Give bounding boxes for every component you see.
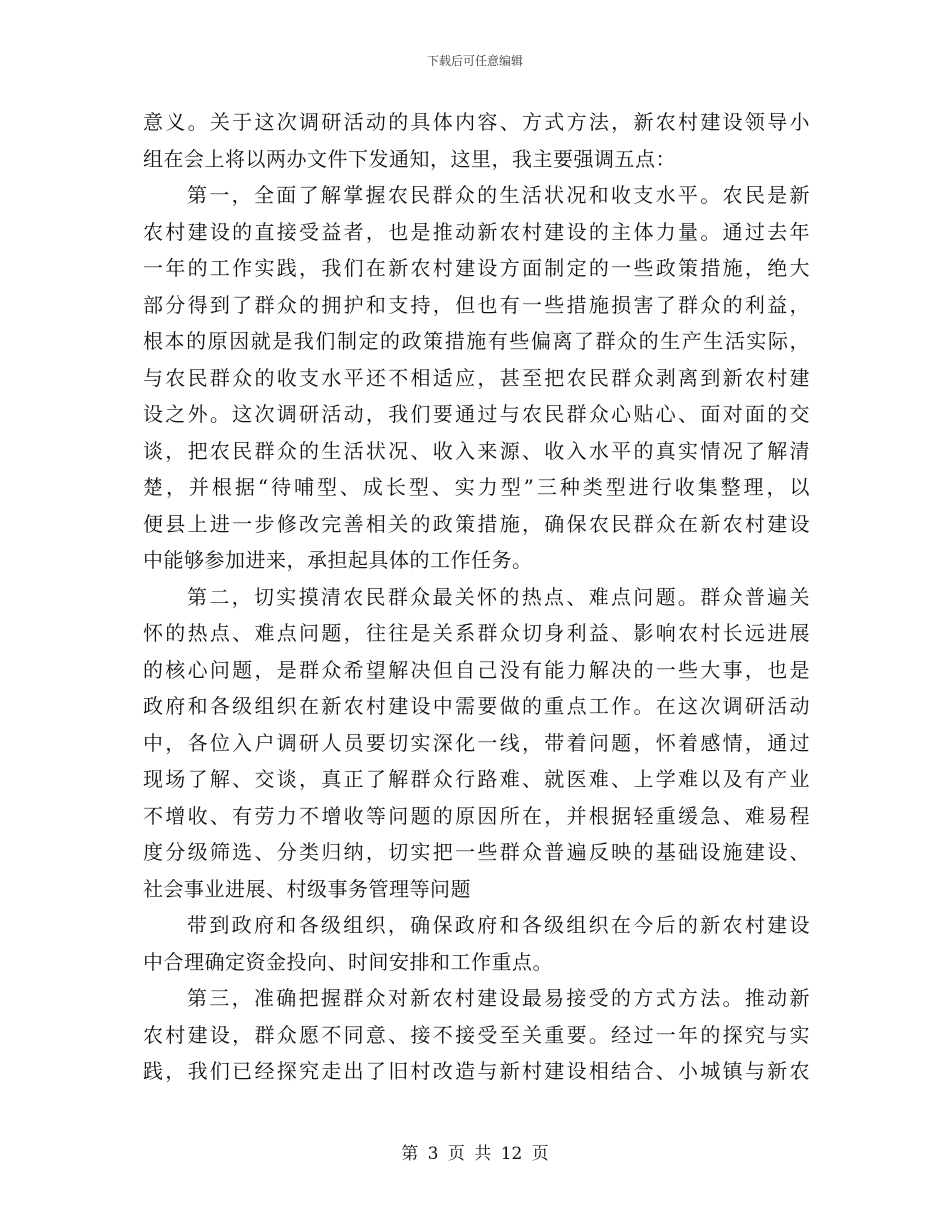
text-line: 现场了解、交谈，真正了解群众行路难、就医难、上学难以及有产业	[143, 767, 810, 791]
text-line: 一年的工作实践，我们在新农村建设方面制定的一些政策措施，绝大	[143, 256, 810, 280]
text-line: 与农民群众的收支水平还不相适应，甚至把农民群众剥离到新农村建	[143, 365, 810, 390]
text-line: 度分级筛选、分类归纳，切实把一些群众普遍反映的基础设施建设、	[143, 840, 810, 864]
text-line: 中，各位入户调研人员要切实深化一线，带着问题，怀着感情，通过	[143, 730, 810, 755]
text-line: 践，我们已经探究走出了旧村改造与新村建设相结合、小城镇与新农	[143, 1059, 810, 1083]
text-line: 组在会上将以两办文件下发通知，这里，我主要强调五点：	[143, 146, 676, 171]
paragraph-first-line: 带到政府和各级组织，确保政府和各级组织在今后的新农村建设	[187, 913, 810, 937]
text-line: 社会事业进展、村级事务管理等问题	[143, 876, 471, 901]
text-line: 部分得到了群众的拥护和支持，但也有一些措施损害了群众的利益，	[143, 292, 810, 317]
text-line: 不增收、有劳力不增收等问题的原因所在，并根据轻重缓急、难易程	[143, 803, 810, 828]
text-line: 政府和各级组织在新农村建设中需要做的重点工作。在这次调研活动	[143, 694, 810, 718]
text-line: 中能够参加进来，承担起具体的工作任务。	[143, 548, 533, 572]
paragraph-first-line: 第三，准确把握群众对新农村建设最易接受的方式方法。推动新	[187, 986, 810, 1010]
document-body	[143, 104, 810, 1090]
text-line: 楚，并根据“待哺型、成长型、实力型”三种类型进行收集整理，以	[143, 475, 810, 499]
text-line: 农村建设，群众愿不同意、接不接受至关重要。经过一年的探究与实	[143, 1022, 810, 1047]
text-line: 根本的原因就是我们制定的政策措施有些偏离了群众的生产生活实际，	[143, 329, 810, 353]
text-line: 设之外。这次调研活动，我们要通过与农民群众心贴心、面对面的交	[143, 402, 810, 426]
text-line: 中合理确定资金投向、时间安排和工作重点。	[143, 949, 553, 974]
text-line: 谈，把农民群众的生活状况、收入来源、收入水平的真实情况了解清	[143, 438, 810, 463]
page-header: 下载后可任意编辑	[426, 54, 523, 68]
text-line: 的核心问题，是群众希望解决但自己没有能力解决的一些大事，也是	[143, 657, 810, 682]
paragraph-first-line: 第二，切实摸清农民群众最关怀的热点、难点问题。群众普遍关	[187, 584, 810, 609]
page-number-footer: 第 3 页 共 12 页	[401, 1144, 549, 1164]
text-line: 便县上进一步修改完善相关的政策措施，确保农民群众在新农村建设	[143, 511, 810, 536]
text-line: 怀的热点、难点问题，往往是关系群众切身利益、影响农村长远进展	[143, 621, 810, 645]
text-line: 农村建设的直接受益者，也是推动新农村建设的主体力量。通过去年	[143, 219, 810, 244]
paragraph-first-line: 第一，全面了解掌握农民群众的生活状况和收支水平。农民是新	[187, 183, 810, 207]
text-line: 意义。关于这次调研活动的具体内容、方式方法，新农村建设领导小	[143, 110, 810, 134]
